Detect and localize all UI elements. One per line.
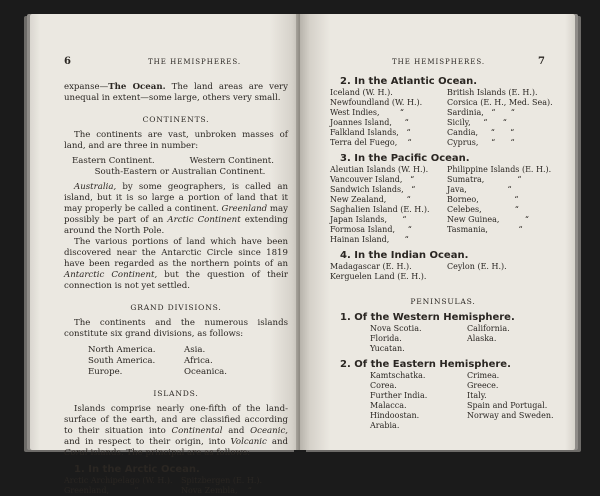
island-name: Sumatra, “ xyxy=(447,175,522,184)
grand-item: North America. xyxy=(88,345,156,355)
greenland-word: Greenland xyxy=(221,204,268,214)
continental-word: Continental xyxy=(171,426,223,436)
island-name: Formosa Island, “ xyxy=(330,225,412,234)
continents-list xyxy=(72,156,288,178)
indian-ocean-heading: 4. In the Indian Ocean. xyxy=(340,250,469,261)
running-head-left: THE HEMISPHERES. xyxy=(148,58,242,66)
peninsula-name: Arabia. xyxy=(370,421,400,430)
island-name: New Zealand, “ xyxy=(330,195,411,204)
peninsula-row xyxy=(370,411,556,421)
western-hemisphere-heading: 1. Of the Western Hemisphere. xyxy=(340,312,515,323)
island-row xyxy=(330,98,556,108)
island-name: Borneo, “ xyxy=(447,195,519,204)
island-name: Newfoundland (W. H.). xyxy=(330,98,423,107)
island-name: Aleutian Islands (W. H.). xyxy=(330,165,429,174)
islands-and: and xyxy=(222,426,251,436)
island-name: Celebes, “ xyxy=(447,205,519,214)
island-name: Iceland (W. H.). xyxy=(330,88,393,97)
islands-paragraph xyxy=(64,404,288,459)
peninsula-name xyxy=(467,344,556,354)
arctic-text: extending around the North Pole. xyxy=(64,215,289,236)
grand-col-1 xyxy=(88,345,184,378)
island-name: Hainan Island, “ xyxy=(330,235,409,244)
island-name: Sandwich Islands, “ xyxy=(330,185,416,194)
intro-prefix: expanse— xyxy=(64,82,109,92)
indian-island-list xyxy=(330,262,556,282)
antarctic-text-1: The various portions of land which have been discovered near the Antarctic Circle since 1819 have been regarded as the northern points of an xyxy=(64,237,288,269)
peninsula-name: Corea. xyxy=(370,381,397,390)
peninsulas-title: PENINSULAS. xyxy=(410,297,476,306)
pacific-island-list xyxy=(330,165,556,245)
island-row xyxy=(330,205,556,215)
peninsula-row xyxy=(370,421,556,431)
grand-col-2 xyxy=(184,345,227,378)
continent-australian: South-Eastern or Australian Continent. xyxy=(94,167,266,177)
islands-text-2: and in respect to their origin, into xyxy=(64,437,231,447)
atlantic-island-list xyxy=(330,88,556,148)
continents-intro: The continents are vast, unbroken masses of land, and are three in number: xyxy=(64,130,288,151)
page-number-right: 7 xyxy=(538,56,545,67)
island-row xyxy=(330,262,556,272)
peninsula-row xyxy=(370,344,556,354)
grand-divisions-title: GRAND DIVISIONS. xyxy=(130,303,222,312)
island-name: Japan Islands, “ xyxy=(330,215,407,224)
eastern-peninsula-list xyxy=(330,371,556,431)
island-name: Arctic Archipelago (W. H.). xyxy=(64,476,173,485)
grand-item: Europe. xyxy=(88,367,123,377)
island-name: Madagascar (E. H.). xyxy=(330,262,412,271)
peninsula-name: Crimea. xyxy=(467,371,500,380)
island-row xyxy=(330,272,556,282)
peninsula-row xyxy=(370,334,556,344)
islands-title: ISLANDS. xyxy=(153,389,199,398)
intro-paragraph xyxy=(64,82,288,104)
island-name: British Islands (E. H.). xyxy=(447,88,538,97)
island-name: Greenland, “ xyxy=(64,486,139,495)
running-head-right: THE HEMISPHERES. xyxy=(392,58,486,66)
continents-row xyxy=(72,156,288,167)
peninsula-row xyxy=(370,381,556,391)
island-row xyxy=(330,215,556,225)
peninsula-name: Florida. xyxy=(370,334,402,343)
islands-and-2: and xyxy=(266,437,288,447)
oceanic-word: Oceanic, xyxy=(250,426,289,436)
peninsula-row xyxy=(370,401,556,411)
right-page-body xyxy=(330,76,556,431)
island-row xyxy=(330,185,556,195)
island-row xyxy=(330,138,556,148)
peninsula-name: Kamtschatka. xyxy=(370,371,426,380)
peninsula-name: California. xyxy=(467,324,510,333)
island-name: Sardinia, “ “ xyxy=(447,108,515,117)
island-name: Nova Zembla, “ xyxy=(181,486,252,495)
antarctic-continent-word: Antarctic Continent, xyxy=(64,270,158,280)
intro-bold: The Ocean. xyxy=(108,82,166,92)
intro-rest: The land areas are very unequal in extent—some large, others very small. xyxy=(64,82,288,103)
grand-item: Asia. xyxy=(184,345,206,355)
island-name: Java, “ xyxy=(447,185,512,194)
island-name: Vancouver Island, “ xyxy=(330,175,415,184)
western-peninsula-list xyxy=(330,324,556,354)
australia-paragraph xyxy=(64,182,288,237)
island-name: Corsica (E. H., Med. Sea). xyxy=(447,98,553,107)
eastern-hemisphere-heading: 2. Of the Eastern Hemisphere. xyxy=(340,359,511,370)
island-name: New Guinea, “ xyxy=(447,215,529,224)
peninsula-name: Italy. xyxy=(467,391,487,400)
peninsula-row xyxy=(370,324,556,334)
islands-text-1: Islands comprise nearly one-fifth of the land-surface of the earth, and are classified according to their situation into xyxy=(64,404,288,436)
grand-divisions-list xyxy=(88,345,288,378)
left-page-body xyxy=(64,82,288,496)
island-name: Cyprus, “ “ xyxy=(447,138,515,147)
island-row xyxy=(330,128,556,138)
island-name xyxy=(447,272,556,282)
island-row xyxy=(330,225,556,235)
island-row xyxy=(64,486,288,496)
peninsula-name: Yucatan. xyxy=(370,344,405,353)
grand-item: Oceanica. xyxy=(184,367,228,377)
page-number-left: 6 xyxy=(64,56,71,67)
island-name: Sicily, “ “ xyxy=(447,118,507,127)
grand-divisions-intro: The continents and the numerous islands constitute six grand divisions, as follows: xyxy=(64,318,288,339)
arctic-ocean-heading: 1. In the Arctic Ocean. xyxy=(74,464,200,475)
atlantic-ocean-heading: 2. In the Atlantic Ocean. xyxy=(340,76,478,87)
peninsula-name: Spain and Portugal. xyxy=(467,401,548,410)
continent-western: Western Continent. xyxy=(189,156,274,166)
island-name: Falkland Islands, “ xyxy=(330,128,411,137)
right-page xyxy=(300,14,575,450)
island-name: Candia, “ “ xyxy=(447,128,515,137)
island-name: Spitzbergen (E. H.). xyxy=(181,476,263,485)
pacific-ocean-heading: 3. In the Pacific Ocean. xyxy=(340,153,470,164)
grand-item: Africa. xyxy=(184,356,213,366)
island-name: Ceylon (E. H.). xyxy=(447,262,507,271)
volcanic-word: Volcanic xyxy=(230,437,267,447)
peninsula-row xyxy=(370,391,556,401)
continents-title: CONTINENTS. xyxy=(142,115,210,124)
island-row xyxy=(330,195,556,205)
islands-text-3: islands. The principal are as follows: xyxy=(87,448,251,458)
continent-eastern: Eastern Continent. xyxy=(72,156,155,166)
island-row xyxy=(330,118,556,128)
peninsula-name: Greece. xyxy=(467,381,499,390)
peninsula-name xyxy=(467,421,556,431)
island-row xyxy=(330,235,556,245)
antarctic-text-2: but the question of their connection is not yet settled. xyxy=(64,270,288,291)
peninsula-name: Nova Scotia. xyxy=(370,324,422,333)
island-name xyxy=(447,235,556,245)
coral-word: Coral xyxy=(64,448,88,458)
antarctic-paragraph xyxy=(64,237,288,292)
island-row xyxy=(330,88,556,98)
left-page xyxy=(30,14,300,495)
island-row xyxy=(64,476,288,486)
peninsula-name: Further India. xyxy=(370,391,428,400)
island-name: Philippine Islands (E. H.). xyxy=(447,165,552,174)
island-row xyxy=(330,165,556,175)
arctic-continent-word: Arctic Continent xyxy=(167,215,241,225)
island-name: Kerguelen Land (E. H.). xyxy=(330,272,427,281)
island-name: West Indies, “ xyxy=(330,108,404,117)
island-name: Saghalien Island (E. H.). xyxy=(330,205,430,214)
island-name: Joannes Island, “ xyxy=(330,118,409,127)
australia-text: by some geographers, is called an island, but it is so large a portion of land that it may properly be called a continent. xyxy=(64,182,288,214)
island-row xyxy=(330,175,556,185)
grand-item: South America. xyxy=(88,356,156,366)
australia-word: Australia, xyxy=(74,182,117,192)
island-name: Terra del Fuego, “ xyxy=(330,138,412,147)
peninsula-name: Hindoostan. xyxy=(370,411,420,420)
greenland-text: may possibly be part of an xyxy=(64,204,288,225)
peninsula-row xyxy=(370,371,556,381)
peninsula-name: Alaska. xyxy=(467,334,497,343)
island-name: Tasmania, “ xyxy=(447,225,523,234)
island-row xyxy=(330,108,556,118)
peninsula-name: Norway and Sweden. xyxy=(467,411,554,420)
peninsula-name: Malacca. xyxy=(370,401,407,410)
